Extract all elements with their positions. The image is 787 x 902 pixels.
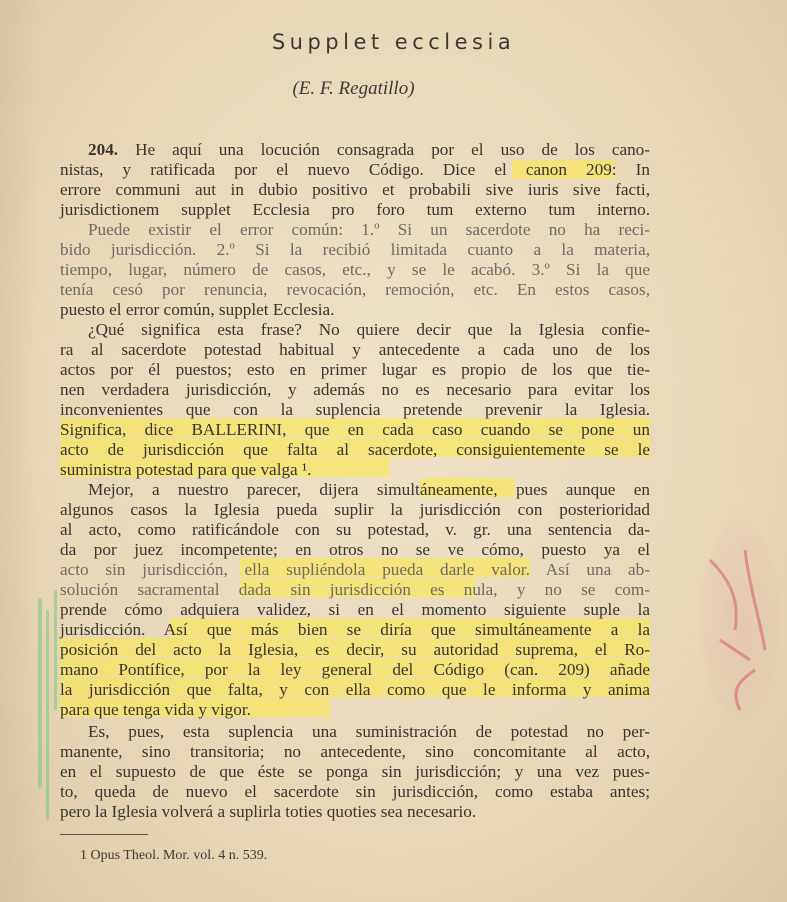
article-title: Supplet ecclesia	[271, 30, 516, 54]
green-margin-mark	[54, 590, 57, 710]
text-line: to, queda de nuevo el sacerdote sin jurisdicción, como estaba antes;	[60, 782, 650, 801]
text-line: mano Pontífice, por la ley general del Código (can. 209) añade	[60, 660, 650, 679]
text-line: bido jurisdicción. 2.º Si la recibió limitada cuanto a la materia,	[60, 240, 650, 259]
text-line: da por juez incompetente; en otros no se ve cómo, puesto ya el	[60, 540, 650, 559]
text-line: acto de jurisdicción que falta al sacerdote, consiguientemente se le	[60, 440, 650, 459]
text-line: pero la Iglesia volverá a suplirla toties quoties sea necesario.	[60, 802, 477, 821]
text-line: tiempo, lugar, número de casos, etc., y se le acabó. 3.º Si la que	[60, 260, 650, 279]
text-line: jurisdicción. Así que más bien se diría que simultáneamente a la	[60, 620, 650, 639]
text-line: Mejor, a nuestro parecer, dijera simultáneamente, pues aunque en	[88, 480, 650, 499]
text-line: nen verdadera jurisdicción, y además no es necesario para evitar los	[60, 380, 650, 399]
text-line: algunos casos la Iglesia pueda suplir la jurisdicción con posterioridad	[60, 500, 650, 519]
margin-scribble	[690, 540, 780, 720]
text-line: ra al sacerdote potestad habitual y antecedente a cada uno de los	[60, 340, 650, 359]
text-line: al acto, como ratificándole con su potestad, v. gr. una sentencia da-	[60, 520, 650, 539]
text-line: actos por él puestos; esto en primer lugar es propio de los que tie-	[60, 360, 650, 379]
text-line: 204. He aquí una locución consagrada por el uso de los cano-	[88, 140, 650, 159]
text-line: solución sacramental dada sin jurisdicción es nula, y no se com-	[60, 580, 650, 599]
text-line: prende cómo adquiera validez, si en el momento siguiente suple la	[60, 600, 650, 619]
footnote-rule	[60, 834, 148, 835]
text-line: jurisdictionem supplet Ecclesia pro foro tum externo tum interno.	[60, 200, 650, 219]
text-line: Significa, dice BALLERINI, que en cada caso cuando se pone un	[60, 420, 650, 439]
text-line: Es, pues, esta suplencia una suministración de potestad no per-	[88, 722, 650, 741]
footnote: 1 Opus Theol. Mor. vol. 4 n. 539.	[80, 848, 268, 863]
text-line: para que tenga vida y vigor.	[60, 700, 251, 719]
text-line: suministra potestad para que valga ¹.	[60, 460, 312, 479]
text-line: nistas, y ratificada por el nuevo Código. Dice el canon 209: In	[60, 160, 650, 179]
text-line: inconvenientes que con la suplencia pretende prevenir la Iglesia.	[60, 400, 650, 419]
text-line: Puede existir el error común: 1.º Si un sacerdote no ha reci-	[88, 220, 650, 239]
paper-stain	[0, 0, 40, 902]
text-line: acto sin jurisdicción, ella supliéndola pueda darle valor. Así una ab-	[60, 560, 650, 579]
article-author: (E. F. Regatillo)	[292, 78, 415, 99]
text-line: puesto el error común, supplet Ecclesia.	[60, 300, 335, 319]
green-margin-mark	[46, 610, 49, 820]
text-line: ¿Qué significa esta frase? No quiere decir que la Iglesia confie-	[88, 320, 650, 339]
text-line: tenía cesó por renuncia, revocación, remoción, etc. En estos casos,	[60, 280, 650, 299]
green-margin-mark	[38, 598, 42, 788]
text-line: errore communi aut in dubio positivo et probabili sive iuris sive facti,	[60, 180, 650, 199]
text-line: en el supuesto de que éste se ponga sin jurisdicción; y una vez pues-	[60, 762, 650, 781]
text-line: manente, sino transitoria; no antecedente, sino concomitante al acto,	[60, 742, 650, 761]
text-line: la jurisdicción que falta, y con ella como que le informa y anima	[60, 680, 650, 699]
paragraph-number: 204.	[88, 140, 119, 159]
text-line: posición del acto la Iglesia, es decir, su autoridad suprema, el Ro-	[60, 640, 650, 659]
